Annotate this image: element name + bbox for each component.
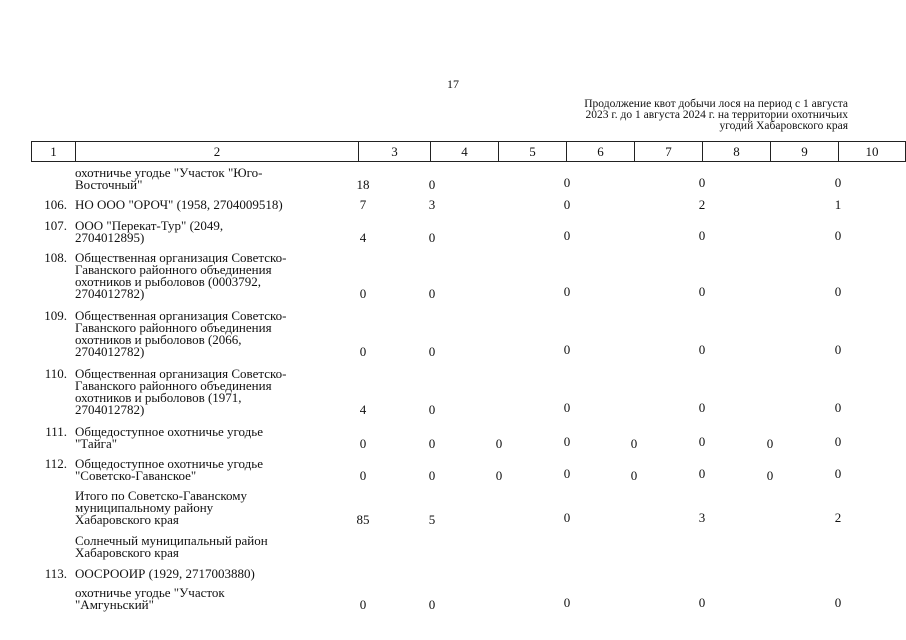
header-cell: 1	[32, 142, 76, 162]
row-number: 107.	[44, 218, 67, 233]
header-cell: 7	[635, 142, 703, 162]
caption-line: угодий Хабаровского края	[719, 120, 848, 132]
value-col-10: 2	[834, 510, 842, 525]
value-col-7: 0	[630, 436, 638, 451]
value-col-8: 0	[698, 400, 706, 415]
row-name-line: ООО "Перекат-Тур" (2049,	[75, 218, 224, 233]
row-name	[75, 568, 335, 580]
value-col-6: 0	[563, 434, 571, 449]
table-row	[31, 490, 872, 526]
row-name-line: 2704012782)	[75, 402, 145, 417]
row-name	[75, 368, 335, 416]
value-col-7: 0	[630, 468, 638, 483]
header-cell: 6	[567, 142, 635, 162]
value-col-4: 0	[428, 344, 436, 359]
value-col-6: 0	[563, 595, 571, 610]
table-row	[31, 368, 872, 416]
value-col-8: 3	[698, 510, 706, 525]
table-row	[31, 252, 872, 300]
row-name-line: 2704012782)	[75, 344, 145, 359]
row-name-line: Итого по Советско-Гаванскому	[75, 488, 248, 503]
value-col-8: 2	[698, 197, 706, 212]
row-name-line: ООСРООИР (1929, 2717003880)	[75, 566, 255, 581]
value-col-3: 0	[359, 286, 367, 301]
table-row	[31, 220, 872, 244]
value-col-6: 0	[563, 342, 571, 357]
row-name-line: охотников и рыболовов (2066,	[75, 332, 242, 347]
header-cell: 2	[76, 142, 359, 162]
value-col-6: 0	[563, 197, 571, 212]
value-col-9: 0	[766, 436, 774, 451]
value-col-10: 0	[834, 228, 842, 243]
page-number: 17	[447, 77, 459, 91]
caption-line: 2023 г. до 1 августа 2024 г. на территории охотничьих	[585, 109, 848, 121]
row-name-line: Хабаровского края	[75, 512, 179, 527]
value-col-9: 0	[766, 468, 774, 483]
row-name-line: охотников и рыболовов (0003792,	[75, 274, 262, 289]
row-name	[75, 490, 335, 526]
value-col-3: 7	[359, 197, 367, 212]
row-name-line: "Амгуньский"	[75, 597, 154, 612]
value-col-4: 0	[428, 177, 436, 192]
value-col-4: 0	[428, 230, 436, 245]
value-col-6: 0	[563, 510, 571, 525]
value-col-6: 0	[563, 400, 571, 415]
value-col-3: 0	[359, 597, 367, 612]
value-col-3: 85	[356, 512, 370, 527]
header-cell: 8	[703, 142, 771, 162]
value-col-6: 0	[563, 466, 571, 481]
header-cell: 4	[431, 142, 499, 162]
value-col-4: 0	[428, 402, 436, 417]
value-col-5: 0	[495, 468, 503, 483]
row-name-line: 2704012895)	[75, 230, 145, 245]
table-row	[31, 310, 872, 358]
header-cell: 10	[839, 142, 906, 162]
row-name-line: Общественная организация Советско-	[75, 366, 287, 381]
row-name	[75, 426, 335, 450]
row-name-line: охотничье угодье "Участок "Юго-	[75, 165, 263, 180]
value-col-4: 0	[428, 286, 436, 301]
row-name-line: Общественная организация Советско-	[75, 250, 287, 265]
row-name-line: 2704012782)	[75, 286, 145, 301]
row-name-line: охотников и рыболовов (1971,	[75, 390, 242, 405]
value-col-4: 5	[428, 512, 436, 527]
row-name-line: муниципальному району	[75, 500, 214, 515]
value-col-10: 0	[834, 284, 842, 299]
value-col-8: 0	[698, 228, 706, 243]
value-col-5: 0	[495, 436, 503, 451]
row-name	[75, 199, 335, 211]
value-col-8: 0	[698, 342, 706, 357]
value-col-3: 4	[359, 230, 367, 245]
value-col-4: 0	[428, 436, 436, 451]
value-col-10: 1	[834, 197, 842, 212]
value-col-3: 18	[356, 177, 370, 192]
row-name	[75, 535, 335, 559]
table-caption	[548, 99, 848, 132]
row-name-line: Солнечный муниципальный район	[75, 533, 268, 548]
row-name-line: Гаванского районного объединения	[75, 378, 272, 393]
value-col-8: 0	[698, 595, 706, 610]
value-col-10: 0	[834, 466, 842, 481]
row-name-line: Общественная организация Советско-	[75, 308, 287, 323]
table-row	[31, 587, 872, 611]
header-cell: 5	[499, 142, 567, 162]
value-col-6: 0	[563, 228, 571, 243]
row-name-line: НО ООО "ОРОЧ" (1958, 2704009518)	[75, 197, 283, 212]
row-name-line: Хабаровского края	[75, 545, 179, 560]
value-col-4: 0	[428, 468, 436, 483]
value-col-8: 0	[698, 466, 706, 481]
table-row	[31, 426, 872, 450]
row-number: 113.	[44, 566, 67, 581]
row-name-line: "Советско-Гаванское"	[75, 468, 197, 483]
row-name-line: Общедоступное охотничье угодье	[75, 456, 263, 471]
row-name-line: Гаванского районного объединения	[75, 262, 272, 277]
table-row	[31, 458, 872, 482]
row-name-line: Гаванского районного объединения	[75, 320, 272, 335]
row-number: 110.	[44, 366, 67, 381]
row-number: 111.	[45, 424, 67, 439]
row-number: 109.	[44, 308, 67, 323]
row-name	[75, 310, 335, 358]
value-col-3: 4	[359, 402, 367, 417]
row-name-line: Общедоступное охотничье угодье	[75, 424, 263, 439]
row-name-line: Восточный"	[75, 177, 143, 192]
column-number-header	[31, 141, 906, 162]
row-number: 112.	[44, 456, 67, 471]
table-row	[31, 535, 872, 559]
value-col-6: 0	[563, 284, 571, 299]
table-row	[31, 199, 872, 211]
caption-line: Продолжение квот добычи лося на период с 1 августа	[584, 98, 848, 110]
value-col-10: 0	[834, 595, 842, 610]
row-name	[75, 252, 335, 300]
row-number: 108.	[44, 250, 67, 265]
value-col-10: 0	[834, 342, 842, 357]
value-col-8: 0	[698, 284, 706, 299]
value-col-10: 0	[834, 400, 842, 415]
table-row	[31, 167, 872, 191]
value-col-3: 0	[359, 436, 367, 451]
header-cell: 3	[359, 142, 431, 162]
row-name	[75, 220, 335, 244]
value-col-8: 0	[698, 434, 706, 449]
value-col-8: 0	[698, 175, 706, 190]
value-col-6: 0	[563, 175, 571, 190]
row-name	[75, 167, 335, 191]
row-name-line: охотничье угодье "Участок	[75, 585, 225, 600]
row-name-line: "Тайга"	[75, 436, 118, 451]
row-number: 106.	[44, 197, 67, 212]
value-col-4: 0	[428, 597, 436, 612]
header-cell: 9	[771, 142, 839, 162]
row-name	[75, 587, 335, 611]
value-col-3: 0	[359, 468, 367, 483]
value-col-3: 0	[359, 344, 367, 359]
row-name	[75, 458, 335, 482]
value-col-4: 3	[428, 197, 436, 212]
value-col-10: 0	[834, 434, 842, 449]
table-row	[31, 568, 872, 580]
value-col-10: 0	[834, 175, 842, 190]
